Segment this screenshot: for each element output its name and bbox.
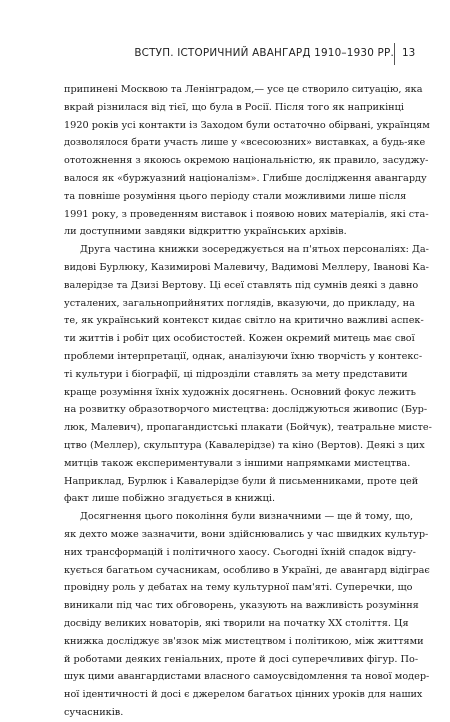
text-line: на розвитку образотворчого мистецтва: досліджуються живопис (Бур- <box>64 404 428 416</box>
header-divider <box>394 43 395 65</box>
paragraph-1 <box>64 81 430 241</box>
text-line: митців також експериментували з іншими напрямками мистецтва. <box>64 457 411 469</box>
text-line: ли доступними завдяки відкриттю українських архівів. <box>64 226 347 238</box>
text-line: виникали під час тих обговорень, указують на важливість розуміння <box>64 600 419 612</box>
text-line: проблеми інтерпретації, однак, аналізуючи їхню творчість у контекс- <box>64 350 423 362</box>
text-line: як дехто може зазначити, вони здійснювались у час швидких культур- <box>64 528 429 540</box>
text-line: припинені Москвою та Ленінградом,— усе це створило ситуацію, яка <box>64 84 423 95</box>
text-line: 1991 року, з проведенням виставок і появою нових матеріалів, які ста- <box>64 208 429 220</box>
text-line: те, як український контекст кидає світло на критично важливі аспек- <box>64 315 424 327</box>
text-line: ті культури і біографії, ці підрозділи ставлять за мету представити <box>64 368 408 380</box>
page-number: 13 <box>402 47 416 59</box>
paragraph-3 <box>64 508 430 722</box>
text-line: шук цими авангардистами власного самоусвідомлення та нової модер- <box>64 671 430 683</box>
text-line: них трансформацій і політичного хаосу. Сьогодні їхній спадок відгу- <box>64 546 416 558</box>
text-line: ної ідентичності й досі є джерелом багатьох цінних уроків для наших <box>64 689 423 701</box>
text-line: люк, Малевич), пропагандистські плакати (Бойчук), театральне мисте- <box>64 422 432 434</box>
text-line: сучасників. <box>64 706 124 718</box>
running-title: ВСТУП. ІСТОРИЧНИЙ АВАНГАРД 1910–1930 РР. <box>134 47 394 59</box>
text-line: провідну роль у дебатах на тему культурної пам'яті. Суперечки, що <box>64 582 413 594</box>
paragraph-2 <box>64 241 432 508</box>
text-line: кується багатьом сучасникам, особливо в Україні, де авангард відіграє <box>64 564 430 576</box>
text-line: вкрай різнилася від тієї, що була в Росії. Після того як наприкінці <box>64 101 404 113</box>
text-line: Наприклад, Бурлюк і Кавалерідзе були й письменниками, проте цей <box>64 475 419 487</box>
text-line: й роботами деяких геніальних, проте й досі суперечливих фігур. По- <box>64 653 419 665</box>
text-line: Друга частина книжки зосереджується на п'ятьох персоналіях: Да- <box>80 244 429 256</box>
text-line: та повніше розуміння цього періоду стали можливими лише після <box>64 190 407 202</box>
text-line: валерідзе та Дзизі Вертову. Ці есеї ставлять під сумнів деякі з давно <box>64 279 419 291</box>
text-line: 1920 років усі контакти із Заходом були остаточно обірвані, українцям <box>64 119 430 131</box>
text-line: видові Бурлюку, Казимирові Малевичу, Вадимові Меллеру, Іванові Ка- <box>64 261 429 273</box>
text-line: досвіду великих новаторів, які творили на початку XX століття. Ця <box>64 617 409 629</box>
text-line: краще розуміння їхніх художніх досягнень. Основний фокус лежить <box>64 386 416 398</box>
body-text <box>64 81 432 722</box>
text-line: книжка досліджує зв'язок між мистецтвом і політикою, між життями <box>64 635 424 647</box>
text-line: валося як «буржуазний націоналізм». Глибше дослідження авангарду <box>64 172 427 184</box>
text-line: ти життів і робіт цих особистостей. Кожен окремий митець має свої <box>64 333 415 345</box>
text-line: усталених, загальноприйнятих поглядів, вказуючи, до прикладу, на <box>64 297 415 309</box>
text-line: дозволялося брати участь лише у «всесоюзних» виставках, а будь-яке <box>64 137 426 149</box>
running-head <box>0 43 450 65</box>
text-line: ототожнення з якоюсь окремою національністю, як правило, засуджу- <box>64 155 429 167</box>
text-line: цтво (Меллер), скульптура (Кавалерідзе) та кіно (Вертов). Деякі з цих <box>64 439 425 451</box>
text-line: факт лише побіжно згадується в книжці. <box>64 493 276 505</box>
text-line: Досягнення цього покоління були визначними — ще й тому, що, <box>80 511 414 523</box>
